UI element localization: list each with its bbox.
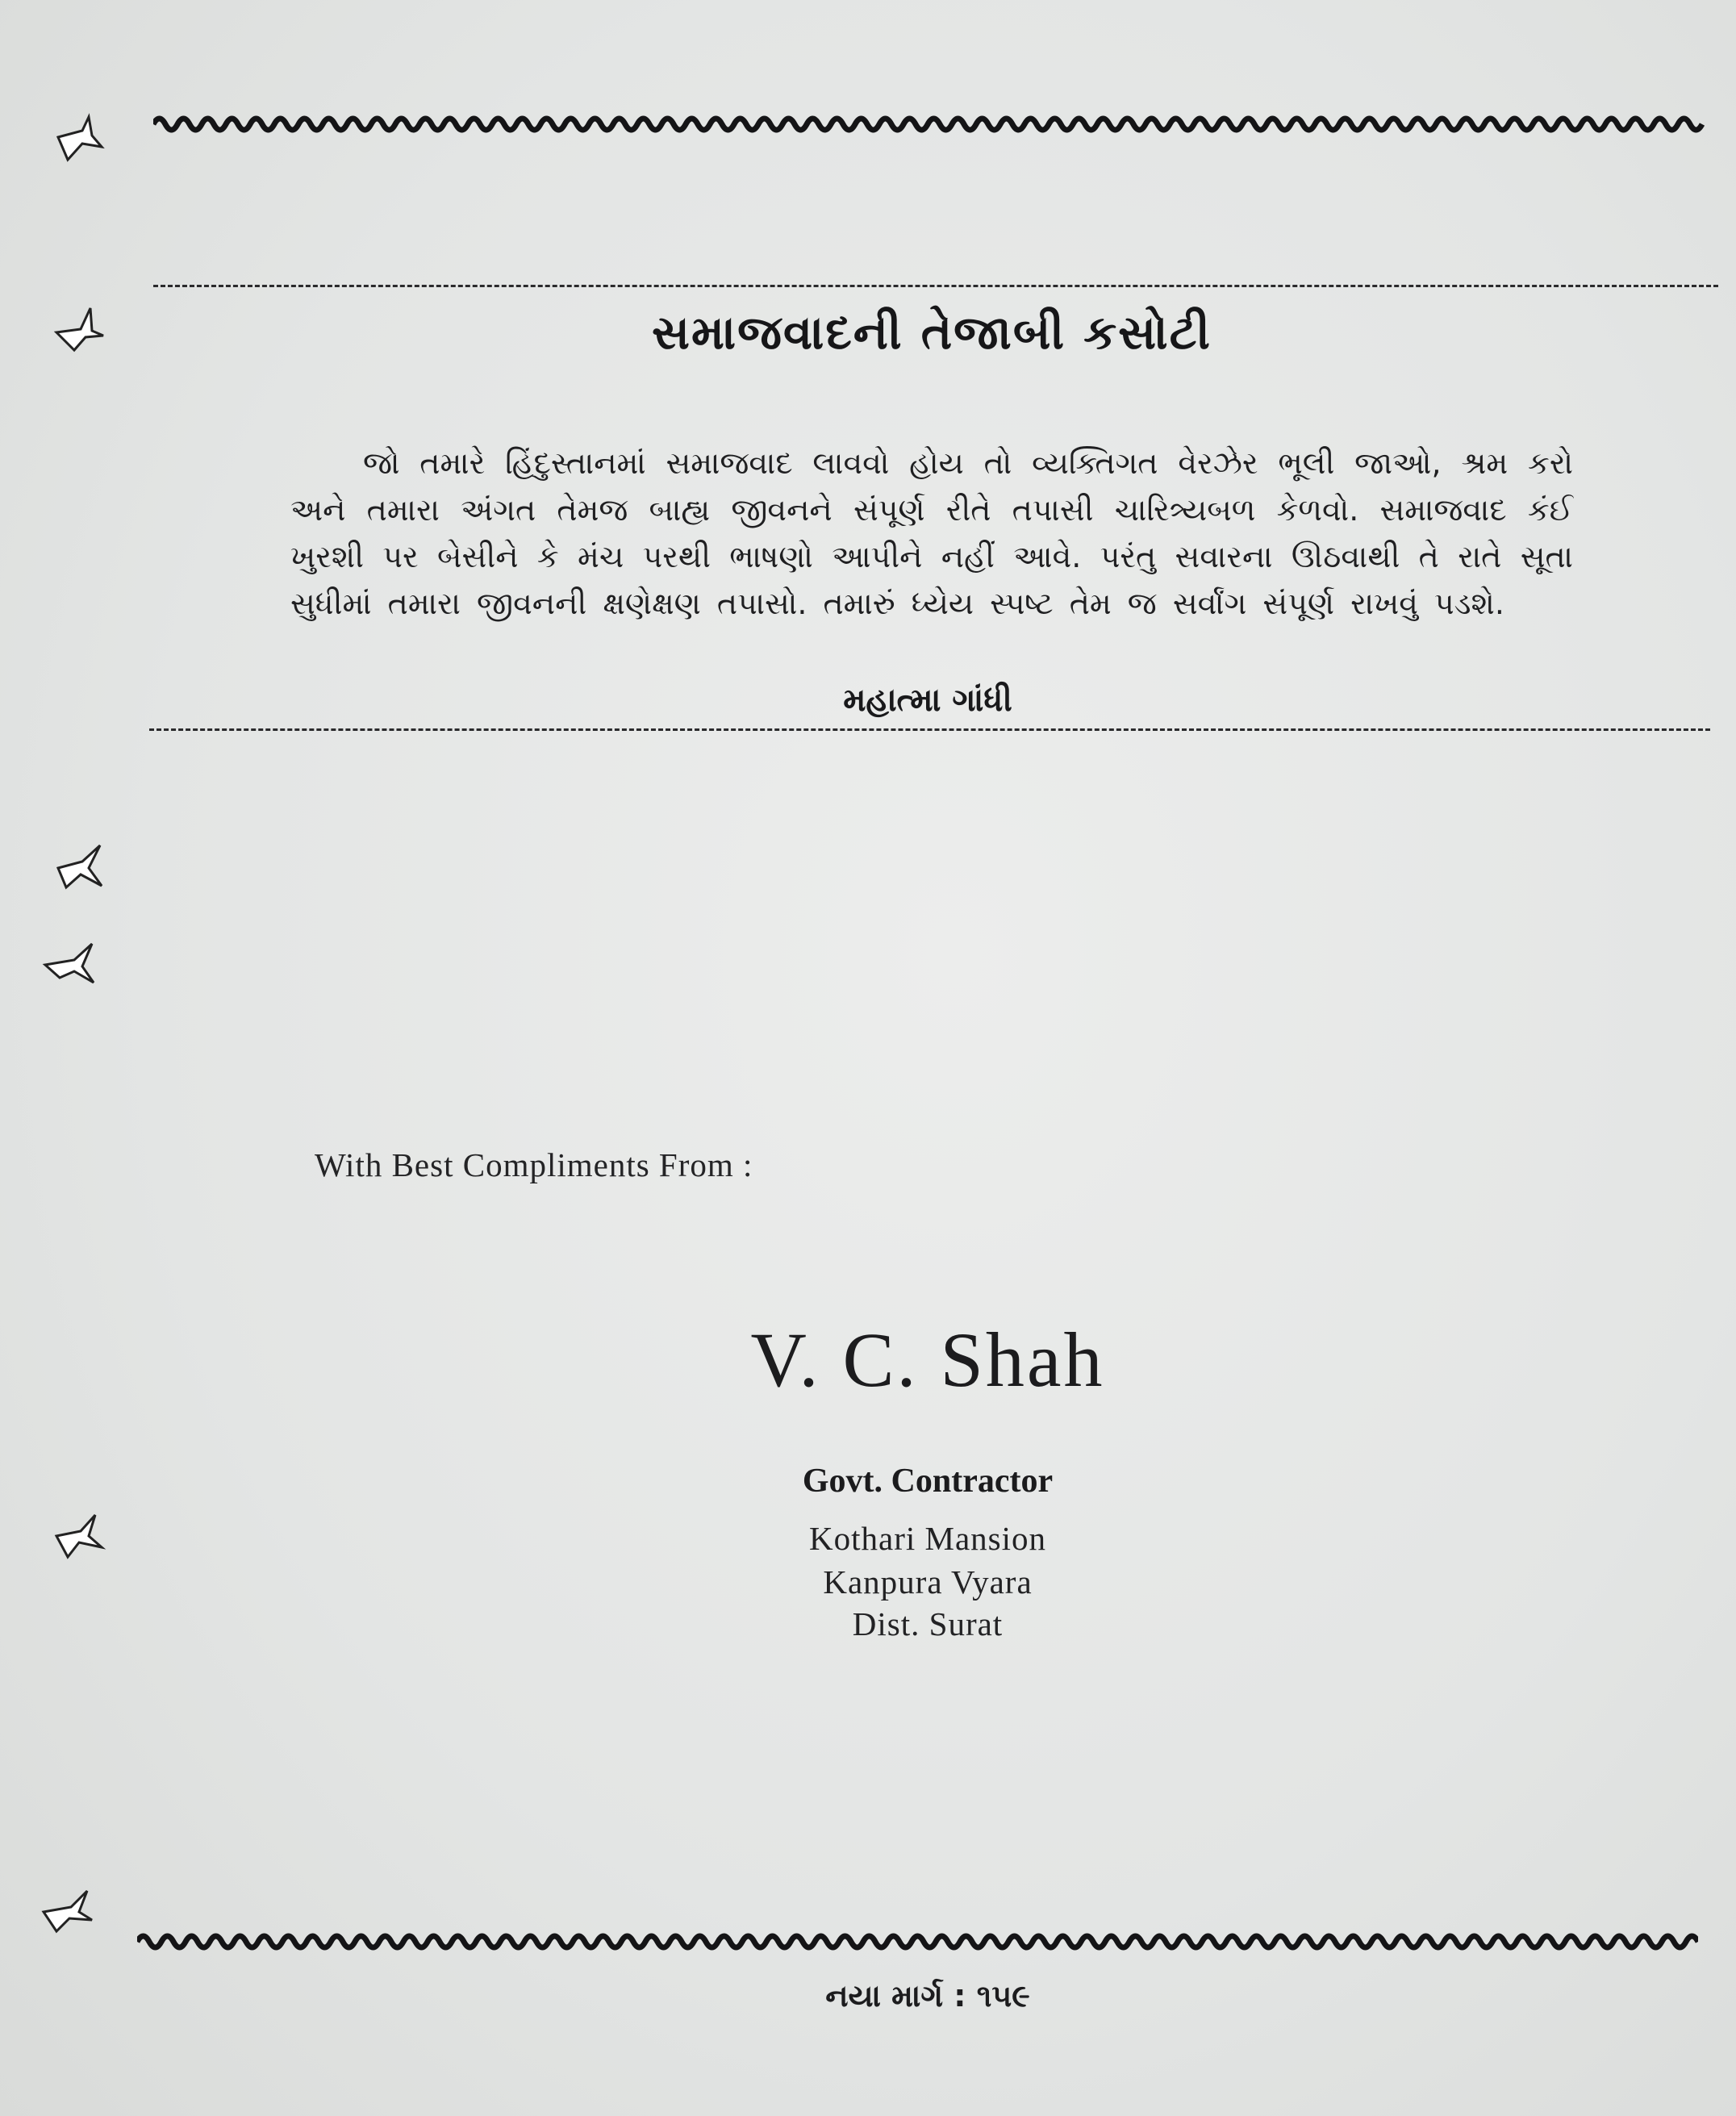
address-line-1: Kothari Mansion xyxy=(809,1520,1046,1557)
page-footer: નયા માર્ગ : ૧૫૯ xyxy=(825,1978,1030,2014)
advertiser-role: Govt. Contractor xyxy=(802,1463,1054,1500)
punch-hole-icon xyxy=(50,300,106,357)
top-dashed-rule xyxy=(153,285,1718,287)
punch-hole-icon xyxy=(50,839,106,895)
advertiser-name: V. C. Shah xyxy=(750,1317,1105,1403)
top-wavy-border xyxy=(153,113,1710,136)
article-title: સમાજવાદની તેજાબી કસોટી xyxy=(651,305,1212,360)
punch-hole-icon xyxy=(42,936,98,992)
bottom-dashed-rule xyxy=(149,728,1710,731)
bottom-wavy-border xyxy=(137,1930,1698,1953)
punch-hole-icon xyxy=(50,113,106,169)
address-line-2: Kanpura Vyara xyxy=(823,1563,1033,1601)
compliments-line: With Best Compliments From : xyxy=(315,1146,753,1183)
address-line-3: Dist. Surat xyxy=(852,1605,1004,1642)
article-body: જો તમારે હિંદુસ્તાનમાં સમાજવાદ લાવવો હોય તો વ્યક્તિગત વેરઝેર ભૂલી જાઓ, શ્રમ કરો અને તમારા અંગત તેમજ બાહ્ય જીવનને સંપૂર્ણ રીતે તપાસી ચારિત્ર્યબળ કેળવો. સમાજવાદ કંઈ ખુરશી પર બેસીને કે મંચ પરથી ભાષણો આપીને નહીં આવે. પરંતુ સવારના ઊઠવાથી તે રાતે સૂતા સુધીમાં તમારા જીવનની ક્ષણેક્ષણ તપાસો. તમારું ધ્યેય સ્પષ્ટ તેમ જ સર્વાંગ સંપૂર્ણ રાખવું પડશે. xyxy=(290,445,1573,621)
punch-hole-icon xyxy=(39,1880,95,1936)
article-author: મહાત્મા ગાંધી xyxy=(843,682,1012,719)
punch-hole-icon xyxy=(50,1509,106,1565)
